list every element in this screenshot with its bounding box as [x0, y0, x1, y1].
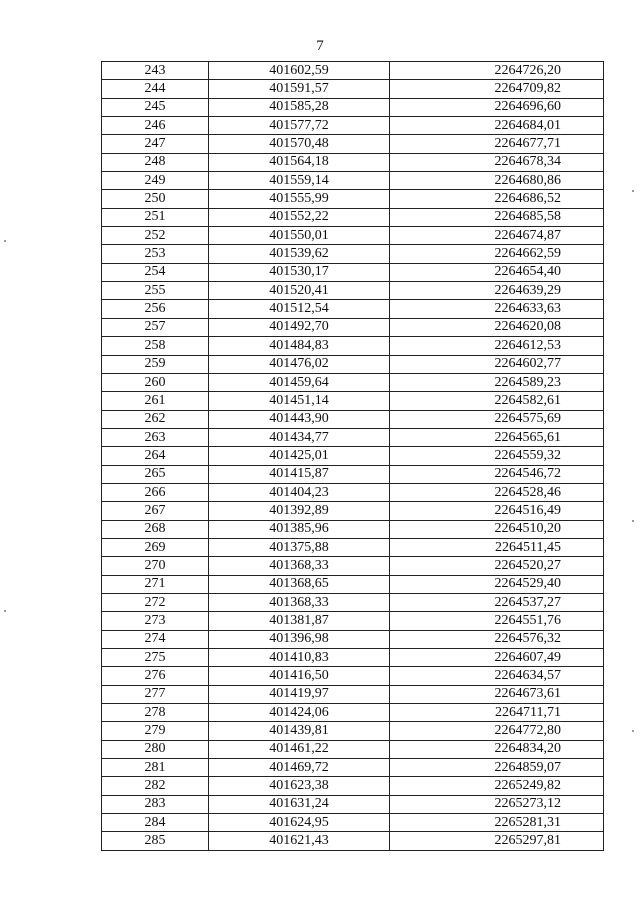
y-coordinate-cell: 2264673,61 [390, 685, 604, 703]
table-row [102, 704, 604, 722]
table-row [102, 428, 604, 446]
y-coordinate-cell: 2264685,58 [390, 208, 604, 226]
y-coordinate-cell: 2264678,34 [390, 153, 604, 171]
x-coordinate-cell: 401368,33 [209, 593, 390, 611]
table-row [102, 337, 604, 355]
table-row [102, 98, 604, 116]
point-number-cell: 245 [102, 98, 209, 116]
table-row [102, 649, 604, 667]
point-number-cell: 254 [102, 263, 209, 281]
table-row [102, 153, 604, 171]
table-row [102, 520, 604, 538]
point-number-cell: 271 [102, 575, 209, 593]
point-number-cell: 258 [102, 337, 209, 355]
point-number-cell: 274 [102, 630, 209, 648]
x-coordinate-cell: 401512,54 [209, 300, 390, 318]
y-coordinate-cell: 2264634,57 [390, 667, 604, 685]
y-coordinate-cell: 2264639,29 [390, 282, 604, 300]
y-coordinate-cell: 2264529,40 [390, 575, 604, 593]
table-row [102, 318, 604, 336]
x-coordinate-cell: 401443,90 [209, 410, 390, 428]
x-coordinate-cell: 401461,22 [209, 740, 390, 758]
point-number-cell: 260 [102, 373, 209, 391]
y-coordinate-cell: 2264537,27 [390, 593, 604, 611]
table-row [102, 502, 604, 520]
point-number-cell: 266 [102, 483, 209, 501]
table-row [102, 227, 604, 245]
point-number-cell: 247 [102, 135, 209, 153]
x-coordinate-cell: 401631,24 [209, 795, 390, 813]
x-coordinate-cell: 401424,06 [209, 704, 390, 722]
table-row [102, 80, 604, 98]
point-number-cell: 278 [102, 704, 209, 722]
table-row [102, 832, 604, 850]
y-coordinate-cell: 2264686,52 [390, 190, 604, 208]
point-number-cell: 246 [102, 117, 209, 135]
point-number-cell: 264 [102, 447, 209, 465]
x-coordinate-cell: 401559,14 [209, 172, 390, 190]
table-row [102, 612, 604, 630]
x-coordinate-cell: 401564,18 [209, 153, 390, 171]
x-coordinate-cell: 401484,83 [209, 337, 390, 355]
y-coordinate-cell: 2264674,87 [390, 227, 604, 245]
x-coordinate-cell: 401396,98 [209, 630, 390, 648]
x-coordinate-cell: 401585,28 [209, 98, 390, 116]
point-number-cell: 268 [102, 520, 209, 538]
point-number-cell: 257 [102, 318, 209, 336]
x-coordinate-cell: 401577,72 [209, 117, 390, 135]
point-number-cell: 270 [102, 557, 209, 575]
table-row [102, 208, 604, 226]
point-number-cell: 265 [102, 465, 209, 483]
scan-artifact [4, 240, 6, 242]
y-coordinate-cell: 2265249,82 [390, 777, 604, 795]
table-row [102, 355, 604, 373]
point-number-cell: 263 [102, 428, 209, 446]
point-number-cell: 262 [102, 410, 209, 428]
x-coordinate-cell: 401381,87 [209, 612, 390, 630]
x-coordinate-cell: 401539,62 [209, 245, 390, 263]
x-coordinate-cell: 401591,57 [209, 80, 390, 98]
page-number: 7 [316, 38, 324, 54]
table-row [102, 795, 604, 813]
y-coordinate-cell: 2264551,76 [390, 612, 604, 630]
table-row [102, 740, 604, 758]
point-number-cell: 269 [102, 538, 209, 556]
point-number-cell: 255 [102, 282, 209, 300]
y-coordinate-cell: 2264680,86 [390, 172, 604, 190]
x-coordinate-cell: 401434,77 [209, 428, 390, 446]
y-coordinate-cell: 2265281,31 [390, 814, 604, 832]
y-coordinate-cell: 2264575,69 [390, 410, 604, 428]
point-number-cell: 267 [102, 502, 209, 520]
table-row [102, 777, 604, 795]
table-row [102, 392, 604, 410]
y-coordinate-cell: 2264582,61 [390, 392, 604, 410]
x-coordinate-cell: 401368,65 [209, 575, 390, 593]
x-coordinate-cell: 401602,59 [209, 62, 390, 80]
point-number-cell: 276 [102, 667, 209, 685]
y-coordinate-cell: 2264726,20 [390, 62, 604, 80]
point-number-cell: 252 [102, 227, 209, 245]
x-coordinate-cell: 401425,01 [209, 447, 390, 465]
table-row [102, 630, 604, 648]
x-coordinate-cell: 401476,02 [209, 355, 390, 373]
point-number-cell: 282 [102, 777, 209, 795]
point-number-cell: 250 [102, 190, 209, 208]
x-coordinate-cell: 401492,70 [209, 318, 390, 336]
table-row [102, 282, 604, 300]
table-row [102, 62, 604, 80]
y-coordinate-cell: 2264546,72 [390, 465, 604, 483]
table-row [102, 685, 604, 703]
y-coordinate-cell: 2264559,32 [390, 447, 604, 465]
point-number-cell: 284 [102, 814, 209, 832]
x-coordinate-cell: 401459,64 [209, 373, 390, 391]
y-coordinate-cell: 2264607,49 [390, 649, 604, 667]
coordinates-table [101, 61, 604, 851]
y-coordinate-cell: 2264711,71 [390, 704, 604, 722]
table-row [102, 593, 604, 611]
y-coordinate-cell: 2264834,20 [390, 740, 604, 758]
table-row [102, 814, 604, 832]
x-coordinate-cell: 401404,23 [209, 483, 390, 501]
point-number-cell: 273 [102, 612, 209, 630]
point-number-cell: 251 [102, 208, 209, 226]
table-row [102, 575, 604, 593]
y-coordinate-cell: 2264684,01 [390, 117, 604, 135]
x-coordinate-cell: 401623,38 [209, 777, 390, 795]
scan-artifact [632, 730, 634, 732]
point-number-cell: 256 [102, 300, 209, 318]
y-coordinate-cell: 2264510,20 [390, 520, 604, 538]
table-row [102, 190, 604, 208]
y-coordinate-cell: 2264511,45 [390, 538, 604, 556]
x-coordinate-cell: 401392,89 [209, 502, 390, 520]
table-row [102, 300, 604, 318]
scan-artifact [632, 520, 634, 522]
table-row [102, 263, 604, 281]
table-row [102, 483, 604, 501]
point-number-cell: 248 [102, 153, 209, 171]
x-coordinate-cell: 401530,17 [209, 263, 390, 281]
scan-artifact [632, 190, 634, 192]
table-row [102, 135, 604, 153]
table-row [102, 722, 604, 740]
y-coordinate-cell: 2264528,46 [390, 483, 604, 501]
table-row [102, 667, 604, 685]
y-coordinate-cell: 2264589,23 [390, 373, 604, 391]
x-coordinate-cell: 401368,33 [209, 557, 390, 575]
y-coordinate-cell: 2264576,32 [390, 630, 604, 648]
y-coordinate-cell: 2264859,07 [390, 759, 604, 777]
table-row [102, 117, 604, 135]
point-number-cell: 243 [102, 62, 209, 80]
table-row [102, 172, 604, 190]
point-number-cell: 275 [102, 649, 209, 667]
y-coordinate-cell: 2264709,82 [390, 80, 604, 98]
point-number-cell: 249 [102, 172, 209, 190]
y-coordinate-cell: 2264620,08 [390, 318, 604, 336]
x-coordinate-cell: 401520,41 [209, 282, 390, 300]
table-row [102, 410, 604, 428]
x-coordinate-cell: 401621,43 [209, 832, 390, 850]
point-number-cell: 285 [102, 832, 209, 850]
scan-artifact [4, 610, 6, 612]
y-coordinate-cell: 2264654,40 [390, 263, 604, 281]
y-coordinate-cell: 2264565,61 [390, 428, 604, 446]
coordinates-table-body [102, 62, 604, 851]
point-number-cell: 259 [102, 355, 209, 373]
y-coordinate-cell: 2264677,71 [390, 135, 604, 153]
point-number-cell: 277 [102, 685, 209, 703]
point-number-cell: 244 [102, 80, 209, 98]
x-coordinate-cell: 401375,88 [209, 538, 390, 556]
y-coordinate-cell: 2264520,27 [390, 557, 604, 575]
table-row [102, 557, 604, 575]
x-coordinate-cell: 401419,97 [209, 685, 390, 703]
table-row [102, 245, 604, 263]
table-row [102, 538, 604, 556]
y-coordinate-cell: 2265297,81 [390, 832, 604, 850]
point-number-cell: 261 [102, 392, 209, 410]
y-coordinate-cell: 2264772,80 [390, 722, 604, 740]
y-coordinate-cell: 2264516,49 [390, 502, 604, 520]
point-number-cell: 253 [102, 245, 209, 263]
x-coordinate-cell: 401385,96 [209, 520, 390, 538]
table-row [102, 465, 604, 483]
x-coordinate-cell: 401552,22 [209, 208, 390, 226]
x-coordinate-cell: 401415,87 [209, 465, 390, 483]
x-coordinate-cell: 401416,50 [209, 667, 390, 685]
x-coordinate-cell: 401570,48 [209, 135, 390, 153]
point-number-cell: 280 [102, 740, 209, 758]
point-number-cell: 279 [102, 722, 209, 740]
x-coordinate-cell: 401439,81 [209, 722, 390, 740]
y-coordinate-cell: 2264602,77 [390, 355, 604, 373]
y-coordinate-cell: 2264696,60 [390, 98, 604, 116]
x-coordinate-cell: 401469,72 [209, 759, 390, 777]
x-coordinate-cell: 401624,95 [209, 814, 390, 832]
x-coordinate-cell: 401410,83 [209, 649, 390, 667]
point-number-cell: 281 [102, 759, 209, 777]
point-number-cell: 283 [102, 795, 209, 813]
table-row [102, 759, 604, 777]
point-number-cell: 272 [102, 593, 209, 611]
table-row [102, 447, 604, 465]
y-coordinate-cell: 2265273,12 [390, 795, 604, 813]
y-coordinate-cell: 2264612,53 [390, 337, 604, 355]
x-coordinate-cell: 401550,01 [209, 227, 390, 245]
y-coordinate-cell: 2264662,59 [390, 245, 604, 263]
x-coordinate-cell: 401451,14 [209, 392, 390, 410]
x-coordinate-cell: 401555,99 [209, 190, 390, 208]
y-coordinate-cell: 2264633,63 [390, 300, 604, 318]
table-row [102, 373, 604, 391]
